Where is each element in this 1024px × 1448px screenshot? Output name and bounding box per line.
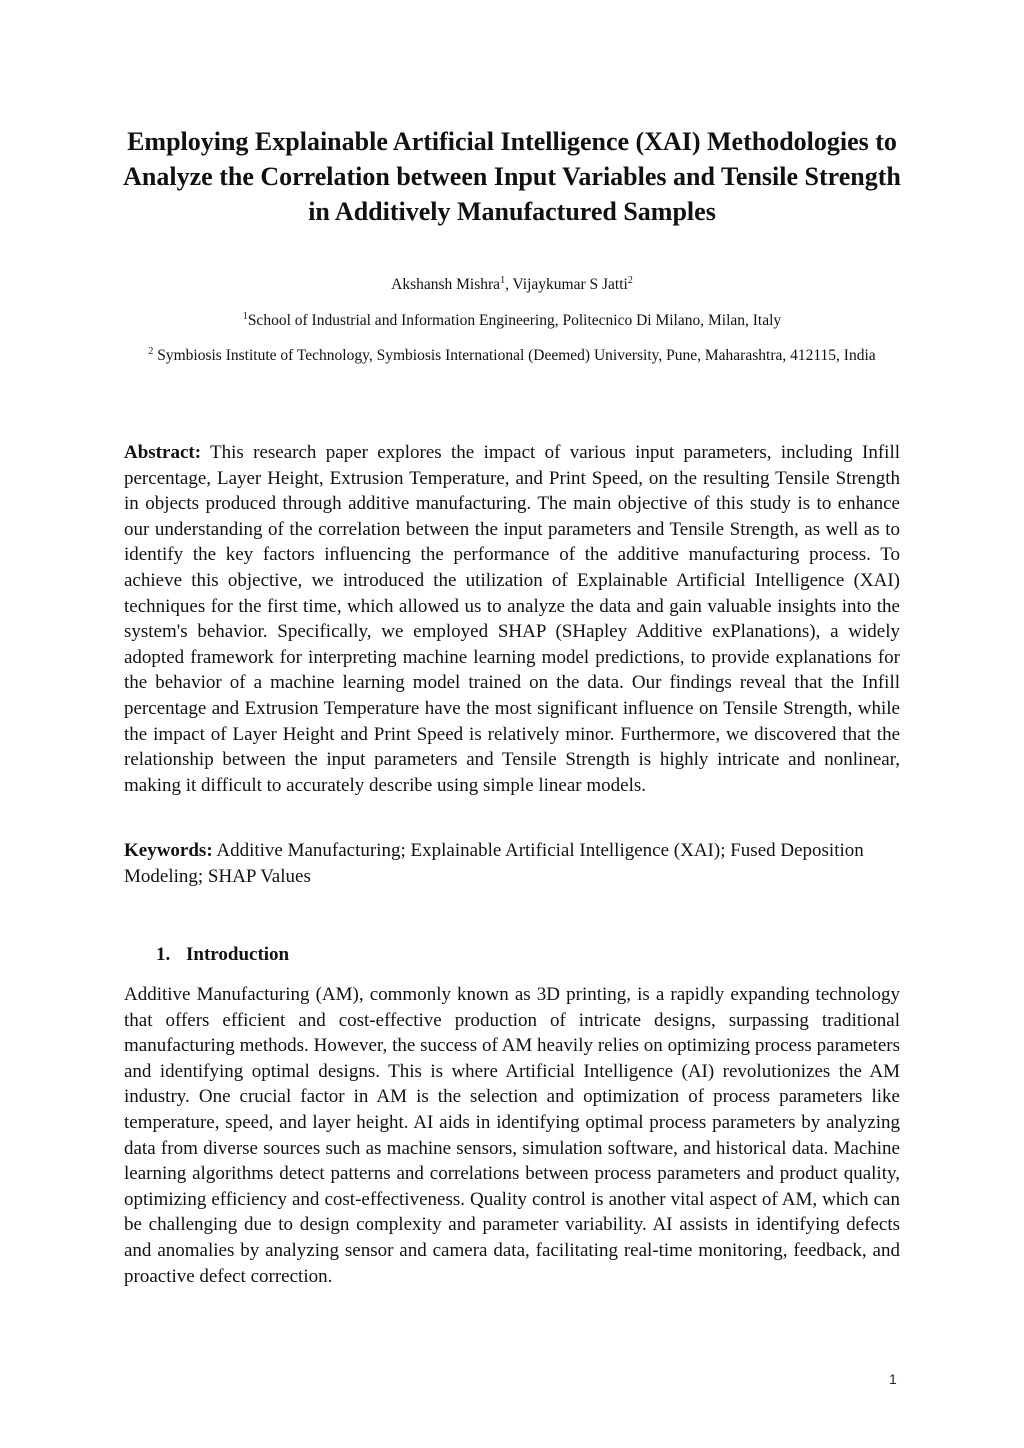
section-heading-introduction [156, 942, 289, 968]
author-name: Akshansh Mishra [391, 276, 501, 293]
author-line [124, 274, 900, 296]
paper-title: Employing Explainable Artificial Intelligence (XAI) Methodologies to Analyze the Correlation between Input Variables and Tensile Strength in Additively Manufactured Samples [123, 127, 901, 226]
keywords-text: Additive Manufacturing; Explainable Artificial Intelligence (XAI); Fused Deposition Modeling; SHAP Values [124, 840, 864, 887]
author-name: Vijaykumar S Jatti [512, 276, 628, 293]
abstract [124, 440, 900, 798]
author-affiliation-mark: 2 [627, 274, 633, 286]
author-affiliation-mark: 1 [500, 274, 506, 286]
affiliation [124, 344, 900, 367]
section-number: 1. [156, 944, 171, 965]
section-title: Introduction [186, 944, 290, 965]
affiliation [124, 309, 900, 332]
affiliation-text: Symbiosis Institute of Technology, Symbiosis International (Deemed) University, Pune, Maharashtra, 412115, India [153, 347, 876, 364]
affiliation-text: School of Industrial and Information Engineering, Politecnico Di Milano, Milan, Italy [247, 312, 782, 329]
affiliation-mark: 1 [242, 310, 248, 322]
abstract-text: This research paper explores the impact of various input parameters, including Infill percentage, Layer Height, Extrusion Temperature, and Print Speed, on the resulting Tensile Strength in objects produced through additive manufacturing. The main objective of this study is to enhance our understanding of the correlation between the input parameters and Tensile Strength, as well as to identify the key factors influencing the performance of the additive manufacturing process. To achieve this objective, we introduced the utilization of Explainable Artificial Intelligence (XAI) techniques for the first time, which allowed us to analyze the data and gain valuable insights into the system's behavior. Specifically, we employed SHAP (SHapley Additive exPlanations), a widely adopted framework for interpreting machine learning model predictions, to provide explanations for the behavior of a machine learning model trained on the data. Our findings reveal that the Infill percentage and Extrusion Temperature have the most significant influence on Tensile Strength, while the impact of Layer Height and Print Speed is relatively minor. Furthermore, we discovered that the relationship between the input parameters and Tensile Strength is highly intricate and nonlinear, making it difficult to accurately describe using simple linear models. [124, 442, 900, 796]
abstract-label: Abstract: [124, 442, 202, 463]
keywords-label: Keywords: [124, 840, 213, 861]
author-separator: , [505, 276, 513, 293]
page-number: 1 [889, 1371, 897, 1387]
keywords [124, 838, 900, 889]
introduction-paragraph: Additive Manufacturing (AM), commonly known as 3D printing, is a rapidly expanding technology that offers efficient and cost-effective production of intricate designs, surpassing traditional manufacturing methods. However, the success of AM heavily relies on optimizing process parameters and identifying optimal designs. This is where Artificial Intelligence (AI) revolutionizes the AM industry. One crucial factor in AM is the selection and optimization of process parameters like temperature, speed, and layer height. AI aids in identifying optimal process parameters by analyzing data from diverse sources such as machine sensors, simulation software, and historical data. Machine learning algorithms detect patterns and correlations between process parameters and product quality, optimizing efficiency and cost-effectiveness. Quality control is another vital aspect of AM, which can be challenging due to design complexity and parameter variability. AI assists in identifying defects and anomalies by analyzing sensor and camera data, facilitating real-time monitoring, feedback, and proactive defect correction. [124, 984, 900, 1287]
affiliation-mark: 2 [148, 345, 154, 357]
